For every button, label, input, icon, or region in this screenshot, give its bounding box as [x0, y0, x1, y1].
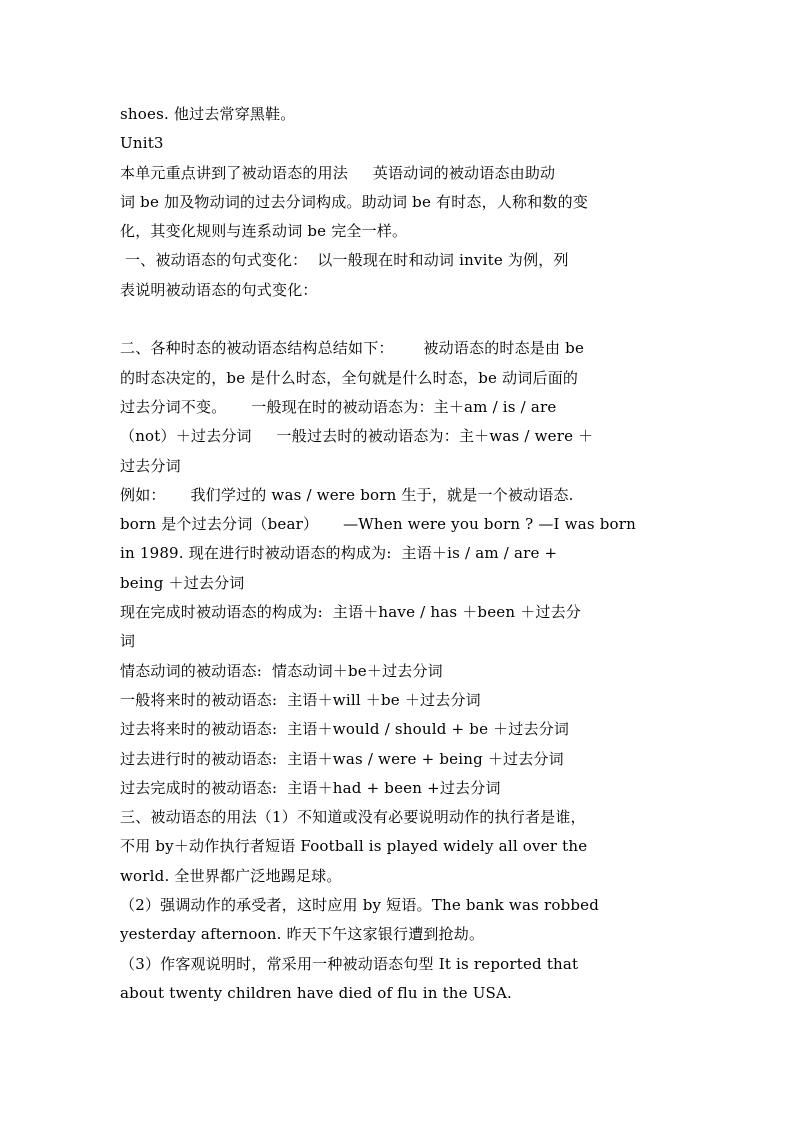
text-line: （3）作客观说明时，常采用一种被动语态句型 It is reported that	[120, 954, 579, 973]
text-line: 的时态决定的，be 是什么时态，全句就是什么时态，be 动词后面的	[120, 368, 579, 387]
text-line: 词	[120, 632, 136, 651]
text-line: about twenty children have died of flu in the USA.	[120, 983, 513, 1002]
text-line: （2）强调动作的承受者，这时应用 by 短语。The bank was robbed	[120, 896, 600, 915]
rule-line: 过去将来时的被动语态: 主语＋would / should + be ＋过去分词	[120, 720, 570, 739]
example-line: born 是个过去分词（bear） —When were you born ? —I was born	[120, 515, 636, 534]
rule-line: 过去进行时的被动语态: 主语＋was / were + being ＋过去分词	[120, 749, 564, 768]
text-line: being ＋过去分词	[120, 573, 245, 592]
text-line: 本单元重点讲到了被动语态的用法 英语动词的被动语态由助动	[120, 163, 556, 182]
text-line: 表说明被动语态的句式变化：	[120, 280, 318, 299]
text-line: 化，其变化规则与连系动词 be 完全一样。	[120, 222, 408, 241]
example-line: 例如： 我们学过的 was / were born 生于，就是一个被动语态.	[120, 485, 574, 504]
blank-line	[120, 305, 720, 334]
rule-line: 一般将来时的被动语态: 主语＋will ＋be ＋过去分词	[120, 690, 481, 709]
rule-line: 情态动词的被动语态: 情态动词＋be＋过去分词	[120, 661, 443, 680]
text-line: 词 be 加及物动词的过去分词构成。助动词 be 有时态，人称和数的变	[120, 192, 589, 211]
text-line: 过去分词不变。 一般现在时的被动语态为：主＋am / is / are	[120, 397, 557, 416]
text-line: world. 全世界都广泛地踢足球。	[120, 866, 342, 885]
text-line: 不用 by＋动作执行者短语 Football is played widely all over the	[120, 837, 588, 856]
section-heading-1: 一、被动语态的句式变化： 以一般现在时和动词 invite 为例，列	[120, 251, 569, 270]
text-line: shoes. 他过去常穿黑鞋。	[120, 105, 296, 123]
section-heading-3: 三、被动语态的用法（1）不知道或没有必要说明动作的执行者是谁，	[120, 808, 586, 827]
text-line: in 1989. 现在进行时被动语态的构成为: 主语＋is / am / are +	[120, 544, 558, 563]
document-body	[120, 100, 720, 1008]
section-heading-2: 二、各种时态的被动语态结构总结如下： 被动语态的时态是由 be	[120, 339, 585, 358]
text-line: （not）＋过去分词 一般过去时的被动语态为：主＋was / were ＋	[120, 427, 594, 446]
rule-line: 过去完成时的被动语态: 主语＋had + been +过去分词	[120, 778, 501, 797]
text-line: yesterday afternoon. 昨天下午这家银行遭到抢劫。	[120, 925, 485, 944]
text-line: 过去分词	[120, 456, 181, 475]
rule-line: 现在完成时被动语态的构成为: 主语＋have / has ＋been ＋过去分	[120, 603, 581, 622]
unit-heading: Unit3	[120, 134, 164, 153]
